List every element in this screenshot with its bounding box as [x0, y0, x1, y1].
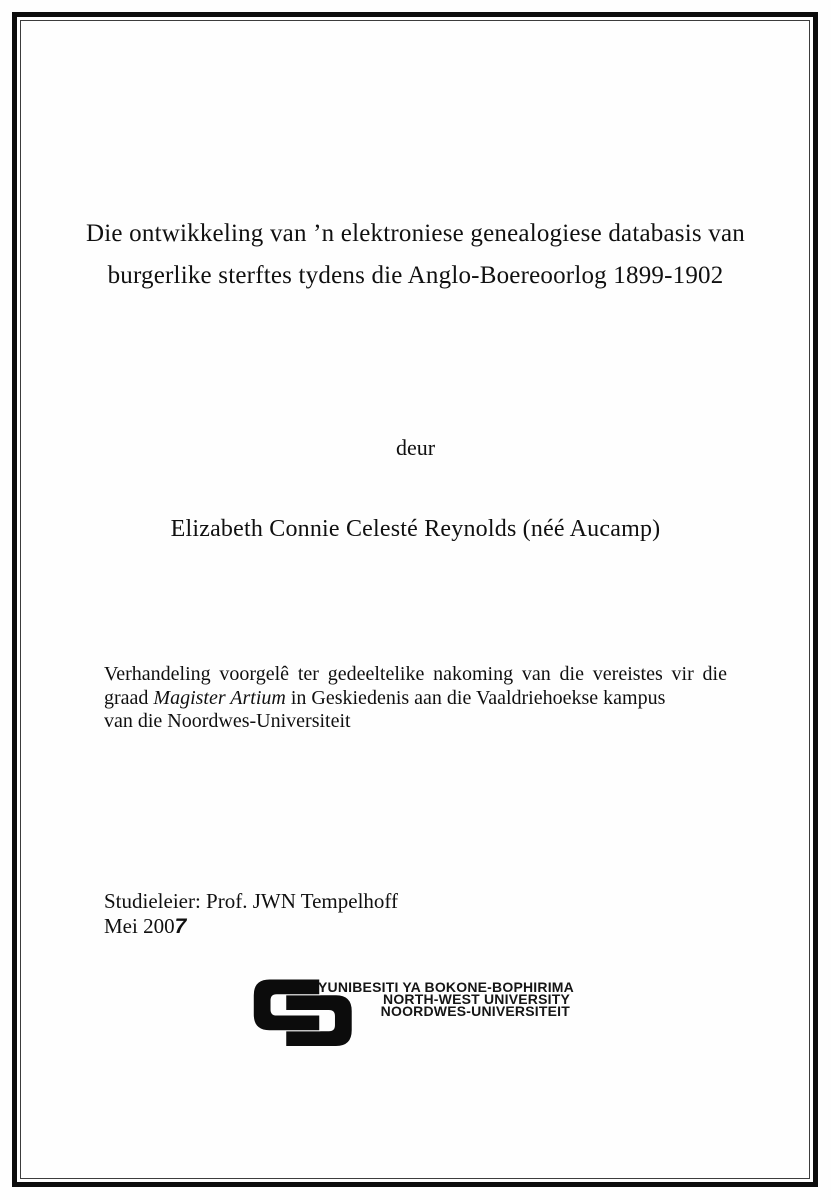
nwu-logo-line-english: NORTH-WEST UNIVERSITY	[383, 991, 570, 1008]
degree-statement-line-1: Verhandeling voorgelê ter gedeeltelike nakoming van die vereistes vir die	[104, 663, 727, 685]
degree-statement-line-3: van die Noordwes-Universiteit	[104, 710, 351, 732]
byline-deur: deur	[395, 435, 436, 460]
nwu-logo	[253, 978, 583, 1053]
degree-statement-line-2	[104, 687, 727, 711]
supervisor-block	[104, 889, 398, 939]
nwu-logo-line-setswana: YUNIBESITI YA BOKONE-BOPHIRIMA	[318, 979, 574, 995]
date-last-digit: 7	[174, 914, 187, 938]
degree-statement-line-2-post: in Geskiedenis aan die Vaaldriehoekse kampus	[285, 686, 666, 709]
degree-name: Magister Artium	[153, 686, 286, 709]
author-name: Elizabeth Connie Celesté Reynolds (néé Aucamp)	[170, 516, 661, 542]
date-prefix: Mei 200	[104, 913, 175, 938]
thesis-title	[40, 213, 791, 297]
nwu-logo-text	[318, 979, 574, 1020]
date-line	[104, 914, 398, 940]
degree-statement	[104, 663, 727, 734]
thesis-title-line-2: burgerlike sterftes tydens die Anglo-Boereoorlog 1899-1902	[107, 262, 724, 289]
thesis-title-line-1: Die ontwikkeling van ’n elektroniese genealogiese databasis van	[86, 220, 745, 247]
degree-statement-line-2-pre: graad	[104, 686, 154, 709]
supervisor-line: Studieleier: Prof. JWN Tempelhoff	[104, 889, 399, 913]
nwu-logo-line-afrikaans: NOORDWES-UNIVERSITEIT	[380, 1003, 570, 1020]
